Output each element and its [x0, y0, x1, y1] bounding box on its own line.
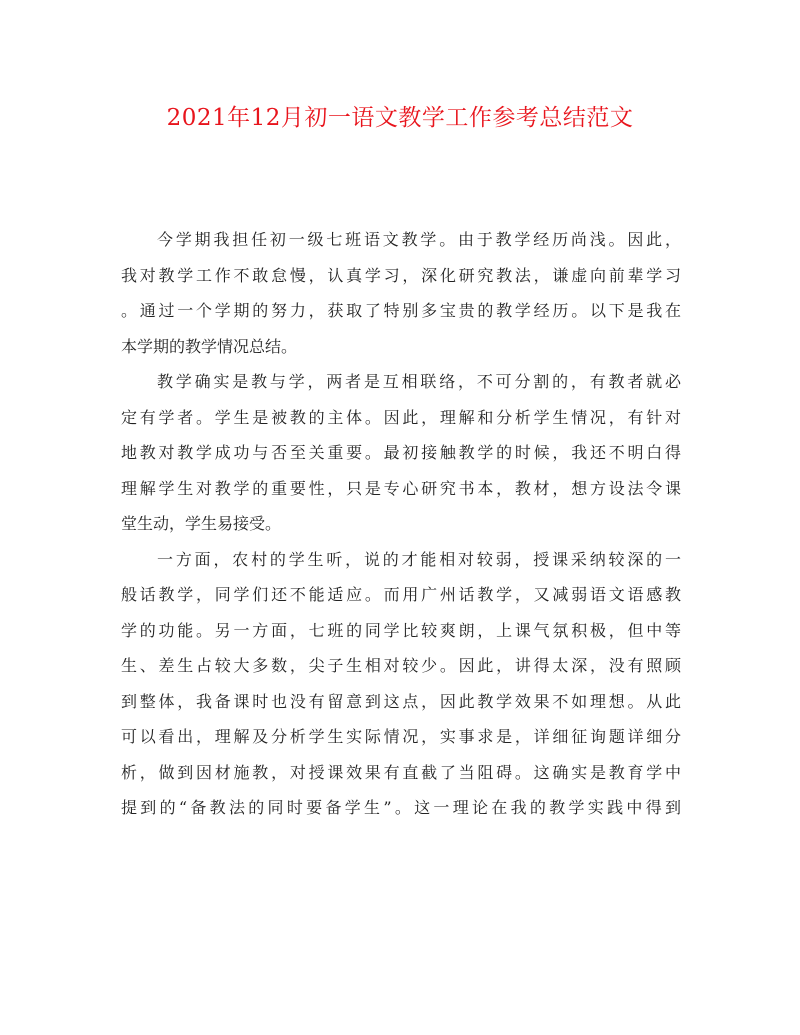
paragraph-1 — [121, 222, 681, 364]
document-title: 2021年12月初一语文教学工作参考总结范文 — [166, 105, 634, 131]
paragraph-line: 一方面，农村的学生听，说的才能相对较弱，授课采纳较深的一 — [157, 549, 681, 569]
paragraph-line: 我对教学工作不敢怠慢，认真学习，深化研究教法，谦虚向前辈学习 — [121, 265, 681, 285]
paragraph-line: 理解学生对教学的重要性，只是专心研究书本，教材，想方设法令课 — [121, 478, 681, 498]
paragraph-line: 生、差生占较大多数，尖子生相对较少。因此，讲得太深，没有照顾 — [121, 656, 681, 675]
paragraph-line: 到整体，我备课时也没有留意到这点，因此教学效果不如理想。从此 — [121, 691, 681, 711]
document-body — [121, 222, 681, 826]
paragraph-3 — [121, 542, 681, 826]
paragraph-line: 学的功能。另一方面，七班的同学比较爽朗，上课气氛积极，但中等 — [121, 620, 681, 640]
paragraph-2 — [121, 364, 681, 542]
paragraph-line: 。通过一个学期的努力，获取了特别多宝贵的教学经历。以下是我在 — [121, 301, 681, 320]
paragraph-line: 地教对教学成功与否至关重要。最初接触教学的时候，我还不明白得 — [121, 443, 681, 462]
paragraph-line: 堂生动，学生易接受。 — [121, 514, 282, 533]
paragraph-line: 提到的“备教法的同时要备学生”。这一理论在我的教学实践中得到 — [121, 798, 681, 817]
paragraph-line: 定有学者。学生是被教的主体。因此，理解和分析学生情况，有针对 — [121, 407, 681, 427]
paragraph-line: 教学确实是教与学，两者是互相联络，不可分割的，有教者就必 — [157, 372, 681, 391]
paragraph-line: 今学期我担任初一级七班语文教学。由于教学经历尚浅。因此， — [157, 230, 681, 249]
paragraph-line: 本学期的教学情况总结。 — [121, 336, 298, 356]
paragraph-line: 析，做到因材施教，对授课效果有直截了当阻碍。这确实是教育学中 — [121, 762, 681, 782]
paragraph-line: 可以看出，理解及分析学生实际情况，实事求是，详细征询题详细分 — [121, 727, 681, 746]
paragraph-line: 般话教学，同学们还不能适应。而用广州话教学，又减弱语文语感教 — [121, 585, 681, 604]
